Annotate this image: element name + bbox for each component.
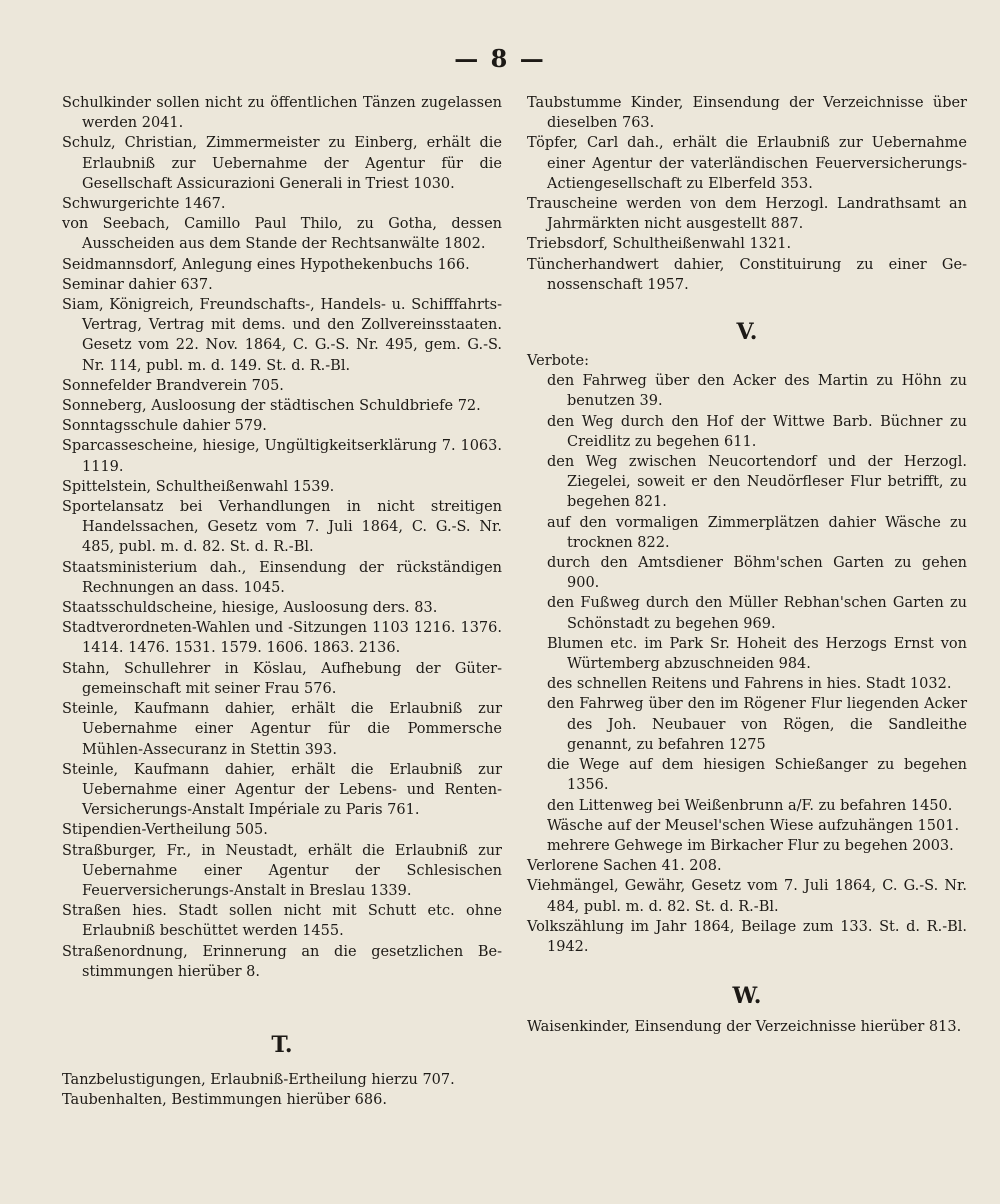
index-entry: Töpfer, Carl dah., erhält die Erlaubniß zur Uebernahme einer Agentur der vaterländischen Feuerversicherungs-Actiengesellschaft zu Elberfeld 353.: [527, 135, 967, 192]
index-entry: Schulkinder sollen nicht zu öffentlichen Tänzen zugelassen werden 2041.: [62, 95, 502, 132]
verbote-sub-entry: den Fahrweg über den im Rögener Flur liegenden Acker des Joh. Neubauer von Rögen, die Sandleithe genannt, zu befahren 1275: [547, 696, 967, 753]
index-entry: Taubenhalten, Bestimmungen hierüber 686.: [62, 1092, 387, 1109]
index-entry: Tüncherhandwert dahier, Constituirung zu einer Genossenschaft 1957.: [527, 256, 967, 293]
index-entry: Stadtverordneten-Wahlen und -Sitzungen 1103 1216. 1376. 1414. 1476. 1531. 1579. 1606. 1863. 2136.: [62, 620, 502, 657]
index-entry: Tanzbelustigungen, Erlaubniß-Ertheilung hierzu 707.: [62, 1071, 455, 1088]
section-letter-w: W.: [732, 983, 762, 1010]
verbote-sub-entry: durch den Amtsdiener Böhm'schen Garten zu gehen 900.: [547, 555, 967, 592]
index-entry: Waisenkinder, Einsendung der Verzeichnisse hierüber 813.: [527, 1019, 962, 1036]
verbote-sub-entry: Wäsche auf der Meusel'schen Wiese aufzuhängen 1501.: [547, 817, 960, 834]
index-entry: Spittelstein, Schultheißenwahl 1539.: [62, 478, 335, 495]
index-entry: Schwurgerichte 1467.: [62, 196, 226, 213]
section-letter-t: T.: [271, 1031, 293, 1058]
index-entry: Steinle, Kaufmann dahier, erhält die Erlaubniß zur Uebernahme einer Agentur für die Pommersche Mühlen-Assecuranz in Stettin 393.: [62, 701, 502, 758]
index-entry: Seidmannsdorf, Anlegung eines Hypothekenbuchs 166.: [62, 256, 470, 273]
index-entry: Sonntagsschule dahier 579.: [62, 418, 267, 435]
verbote-sub-entry: des schnellen Reitens und Fahrens in hies. Stadt 1032.: [547, 676, 952, 693]
t-entry-list: [62, 1070, 502, 1110]
verbote-sub-entry: den Fahrweg über den Acker des Martin zu Höhn zu benutzen 39.: [547, 373, 967, 410]
verbote-sub-list: [527, 371, 967, 856]
index-entry: Sonnefelder Brandverein 705.: [62, 377, 284, 394]
w-entry-list: [527, 1017, 967, 1037]
verbote-sub-entry: die Wege auf dem hiesigen Schießanger zu begehen 1356.: [547, 757, 967, 794]
index-entry: Volkszählung im Jahr 1864, Beilage zum 133. St. d. R.-Bl. 1942.: [527, 918, 967, 955]
left-entry-list: [62, 93, 502, 982]
page-number: — 8 —: [454, 44, 546, 73]
index-entry: Triebsdorf, Schultheißenwahl 1321.: [527, 236, 792, 253]
index-entry: Viehmängel, Gewähr, Gesetz vom 7. Juli 1864, C. G.-S. Nr. 484, publ. m. d. 82. St. d. R.-Bl.: [527, 878, 967, 915]
index-entry: Sportelansatz bei Verhandlungen in nicht streitigen Handelssachen, Gesetz vom 7. Juli 1864, C. G.-S. Nr. 485, publ. m. d. 82. St. d. R.-Bl.: [62, 499, 502, 556]
index-entry: Seminar dahier 637.: [62, 276, 213, 293]
index-entry: Steinle, Kaufmann dahier, erhält die Erlaubniß zur Uebernahme einer Agentur der Lebens- und RentenVersicherungs-Anstalt Impériale zu Paris 761.: [62, 761, 502, 819]
verbote-sub-entry: den Weg durch den Hof der Wittwe Barb. Büchner zu Creidlitz zu begehen 611.: [547, 413, 967, 450]
index-entry: Verlorene Sachen 41. 208.: [527, 858, 722, 875]
right-entry-list: [527, 93, 967, 295]
index-entry: Siam, Königreich, Freundschafts-, Handels- u. Schifffahrts-Vertrag, Vertrag mit dems. und den Zollvereinsstaaten. Gesetz vom 22. Nov. 1864, C. G.-S. Nr. 495, gem. G.-S. Nr. 114, publ. m. d. 149. St. d. R.-Bl.: [62, 297, 502, 374]
index-entry: Stipendien-Vertheilung 505.: [62, 822, 268, 839]
index-entry: Trauscheine werden von dem Herzogl. Landrathsamt an Jahrmärkten nicht ausgestellt 887.: [527, 196, 967, 233]
verbote-heading: Verbote:: [527, 353, 589, 370]
index-entry: Straßen hies. Stadt sollen nicht mit Schutt etc. ohne Erlaubniß beschüttet werden 1455.: [62, 903, 502, 940]
verbote-sub-entry: Blumen etc. im Park Sr. Hoheit des Herzogs Ernst von Würtemberg abzuschneiden 984.: [547, 635, 967, 673]
index-entry: Schulz, Christian, Zimmermeister zu Einberg, erhält die Erlaubniß zur Uebernahme der Agentur für die Gesellschaft Assicurazioni Generali in Triest 1030.: [62, 135, 502, 192]
verbote-sub-entry: den Littenweg bei Weißenbrunn a/F. zu befahren 1450.: [547, 797, 953, 814]
index-entry: von Seebach, Camillo Paul Thilo, zu Gotha, dessen Ausscheiden aus dem Stande der Rechtsanwälte 1802.: [62, 216, 502, 253]
left-column: [62, 93, 502, 1110]
index-entry: Straßburger, Fr., in Neustadt, erhält die Erlaubniß zur Uebernahme einer Agentur der Schlesischen Feuerversicherungs-Anstalt in Breslau 1339.: [62, 842, 502, 899]
verbote-sub-entry: auf den vormaligen Zimmerplätzen dahier Wäsche zu trocknen 822.: [547, 514, 967, 551]
right-column: [527, 93, 967, 1037]
verbote-sub-entry: mehrere Gehwege im Birkacher Flur zu begehen 2003.: [547, 837, 954, 854]
index-entry: Staatsschuldscheine, hiesige, Ausloosung ders. 83.: [62, 600, 438, 617]
index-entry: Taubstumme Kinder, Einsendung der Verzeichnisse über dieselben 763.: [527, 95, 967, 132]
verbote-sub-entry: den Fußweg durch den Müller Rebhan'schen Garten zu Schönstadt zu begehen 969.: [547, 595, 967, 632]
index-entry: Sparcassescheine, hiesige, Ungültigkeitserklärung 7. 1063. 1119.: [62, 438, 502, 475]
v-entry-list: [527, 856, 967, 957]
index-entry: Straßenordnung, Erinnerung an die gesetzlichen Bestimmungen hierüber 8.: [62, 943, 502, 980]
index-entry: Sonneberg, Ausloosung der städtischen Schuldbriefe 72.: [62, 398, 481, 415]
section-letter-v: V.: [736, 319, 758, 346]
index-entry: Staatsministerium dah., Einsendung der rückständigen Rechnungen an dass. 1045.: [62, 559, 502, 596]
verbote-sub-entry: den Weg zwischen Neucortendorf und der Herzogl. Ziegelei, soweit er den Neudörfleser Flur betrifft, zu begehen 821.: [547, 454, 967, 511]
index-entry: Stahn, Schullehrer in Köslau, Aufhebung der Gütergemeinschaft mit seiner Frau 576.: [62, 660, 502, 697]
